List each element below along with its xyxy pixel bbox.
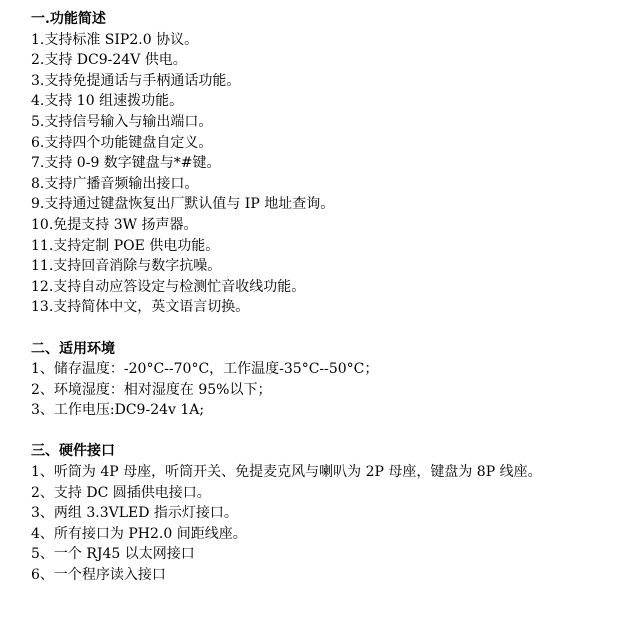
document-body	[31, 9, 629, 586]
section-hardware	[31, 441, 629, 585]
section-heading: 二、适用环境	[31, 340, 115, 357]
list-item: 8.支持广播音频输出接口。	[31, 175, 199, 192]
list-item: 4.支持 10 组速拨功能。	[31, 93, 184, 110]
list-item: 11.支持定制 POE 供电功能。	[31, 237, 220, 254]
list-item: 7.支持 0-9 数字键盘与*#键。	[31, 155, 221, 172]
list-item: 2、环境湿度：相对湿度在 95%以下；	[31, 381, 272, 398]
list-item: 1、听筒为 4P 母座，听筒开关、免提麦克风与喇叭为 2P 母座，键盘为 8P 线座。	[31, 464, 542, 481]
section-features	[31, 9, 629, 318]
list-item: 3、两组 3.3VLED 指示灯接口。	[31, 505, 238, 522]
list-item: 12.支持自动应答设定与检测忙音收线功能。	[31, 278, 306, 295]
list-item: 3、工作电压:DC9-24v 1A;	[31, 402, 205, 419]
list-item: 5.支持信号输入与输出端口。	[31, 113, 213, 130]
list-item: 6.支持四个功能键盘自定义。	[31, 134, 213, 151]
list-item: 4、所有接口为 PH2.0 间距线座。	[31, 525, 247, 542]
section-heading: 一.功能简述	[31, 11, 106, 27]
list-item: 1.支持标准 SIP2.0 协议。	[31, 31, 199, 48]
section-heading: 三、硬件接口	[31, 443, 115, 460]
list-item: 2、支持 DC 圆插供电接口。	[31, 484, 211, 501]
list-item: 10.免提支持 3W 扬声器。	[31, 216, 198, 233]
list-item: 9.支持通过键盘恢复出厂默认值与 IP 地址查询。	[31, 196, 335, 213]
list-item: 6、一个程序读入接口	[31, 567, 166, 584]
list-item: 13.支持简体中文，英文语言切换。	[31, 299, 250, 316]
list-item: 11.支持回音消除与数字抗噪。	[31, 258, 222, 275]
list-item: 3.支持免提通话与手柄通话功能。	[31, 72, 241, 89]
section-environment	[31, 339, 629, 421]
list-item: 1、储存温度：-20°C--70°C，工作温度-35°C--50°C；	[31, 361, 379, 378]
list-item: 2.支持 DC9-24V 供电。	[31, 52, 187, 69]
list-item: 5、一个 RJ45 以太网接口	[31, 546, 195, 563]
